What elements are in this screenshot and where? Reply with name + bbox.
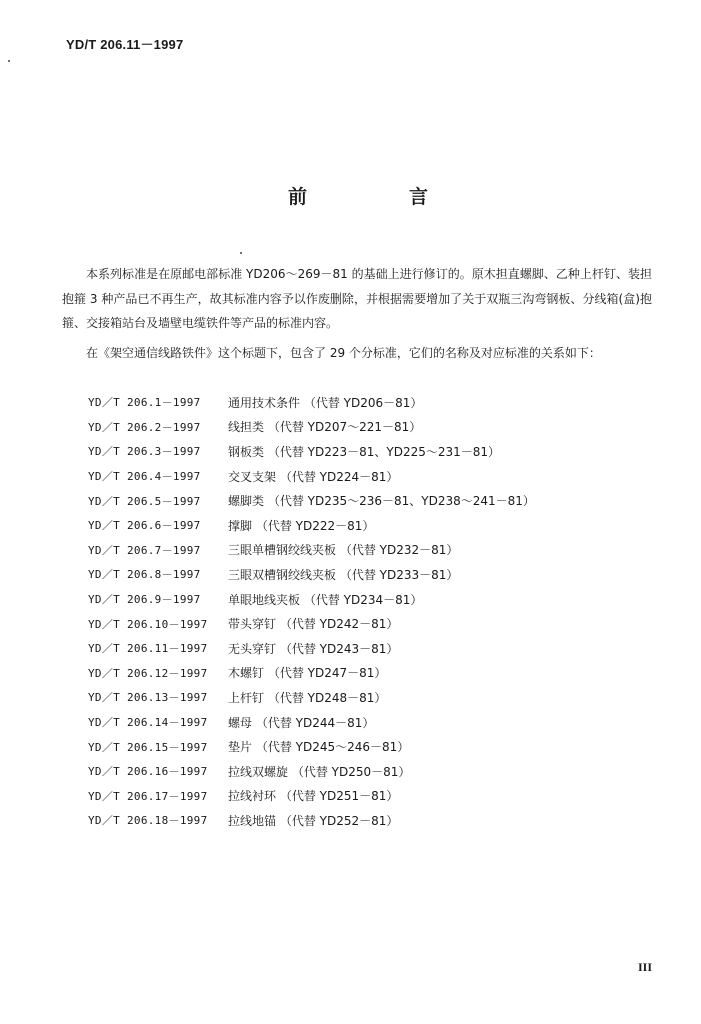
standard-name: 三眼单槽钢绞线夹板 （代替 YD232－81） [228, 543, 459, 558]
standard-code: YD／T 206.16－1997 [88, 765, 208, 779]
standard-row [88, 685, 535, 710]
standard-row [88, 439, 535, 464]
scan-speck [240, 252, 242, 254]
standard-code: YD／T 206.6－1997 [88, 519, 201, 533]
standard-code: YD／T 206.4－1997 [88, 470, 201, 484]
standard-name: 螺母 （代替 YD244－81） [228, 715, 375, 730]
standard-row [88, 513, 535, 538]
standard-code: YD／T 206.11－1997 [88, 642, 208, 656]
standard-code: YD／T 206.14－1997 [88, 716, 208, 730]
intro-paragraph: 本系列标准是在原邮电部标准 YD206～269－81 的基础上进行修订的。原木担直螺脚、乙种上杆钉、装担抱箍 3 种产品已不再生产，故其标准内容予以作废删除，并根据需要增加了关于双瓶三沟弯钢板、分线箱(盒)抱箍、交接箱站台及墙壁电缆铁件等产品的标准内容。 [62, 267, 652, 330]
standard-code: YD／T 206.5－1997 [88, 494, 201, 508]
standard-code: YD／T 206.8－1997 [88, 568, 201, 582]
standards-list [88, 390, 535, 833]
standard-code: YD／T 206.13－1997 [88, 691, 208, 705]
page-number: III [638, 960, 653, 974]
standard-row [88, 611, 535, 636]
standard-code: YD／T 206.18－1997 [88, 814, 208, 828]
standard-name: 单眼地线夹板 （代替 YD234－81） [228, 592, 423, 607]
standard-code: YD／T 206.2－1997 [88, 420, 201, 434]
standard-row [88, 734, 535, 759]
standard-name: 垫片 （代替 YD245～246－81） [228, 740, 410, 755]
standard-row [88, 390, 535, 415]
standard-name: 带头穿钉 （代替 YD242－81） [228, 617, 399, 632]
scope-paragraph: 在《架空通信线路铁件》这个标题下，包含了 29 个分标准，它们的名称及对应标准的关系如下： [86, 346, 601, 360]
standard-code: YD／T 206.3－1997 [88, 445, 201, 459]
standard-row [88, 759, 535, 784]
standard-name: 木螺钉 （代替 YD247－81） [228, 666, 387, 681]
standard-row [88, 538, 535, 563]
standard-row [88, 488, 535, 513]
standard-row [88, 808, 535, 833]
standard-name: 三眼双槽钢绞线夹板 （代替 YD233－81） [228, 567, 459, 582]
standard-code: YD／T 206.12－1997 [88, 666, 208, 680]
standard-row [88, 415, 535, 440]
standard-name: 交叉支架 （代替 YD224－81） [228, 469, 399, 484]
standard-name: 撑脚 （代替 YD222－81） [228, 518, 375, 533]
standard-row [88, 710, 535, 735]
standard-name: 钢板类 （代替 YD223－81、YD225～231－81） [228, 444, 501, 459]
title-char-2: 言 [408, 186, 428, 208]
standard-row [88, 661, 535, 686]
standard-name: 拉线地锚 （代替 YD252－81） [228, 813, 399, 828]
standard-row [88, 464, 535, 489]
standard-code: YD／T 206.1－1997 [88, 396, 201, 410]
standard-name: 无头穿钉 （代替 YD243－81） [228, 641, 399, 656]
standard-name: 拉线双螺旋 （代替 YD250－81） [228, 764, 411, 779]
scan-speck [8, 60, 10, 62]
standard-name: 拉线衬环 （代替 YD251－81） [228, 789, 399, 804]
standard-code: YD／T 206.15－1997 [88, 740, 208, 754]
standard-name: 线担类 （代替 YD207～221－81） [228, 420, 422, 435]
standard-name: 螺脚类 （代替 YD235～236－81、YD238～241－81） [228, 494, 535, 509]
title-char-1: 前 [288, 186, 308, 208]
standard-row [88, 636, 535, 661]
standard-code-header: YD/T 206.11－1997 [66, 37, 184, 52]
standard-name: 通用技术条件 （代替 YD206－81） [228, 395, 423, 410]
standard-row [88, 562, 535, 587]
standard-code: YD／T 206.17－1997 [88, 789, 208, 803]
standard-row [88, 784, 535, 809]
page-title [288, 182, 428, 209]
standard-code: YD／T 206.10－1997 [88, 617, 208, 631]
standard-row [88, 587, 535, 612]
standard-code: YD／T 206.7－1997 [88, 543, 201, 557]
standard-name: 上杆钉 （代替 YD248－81） [228, 690, 387, 705]
standard-code: YD／T 206.9－1997 [88, 593, 201, 607]
